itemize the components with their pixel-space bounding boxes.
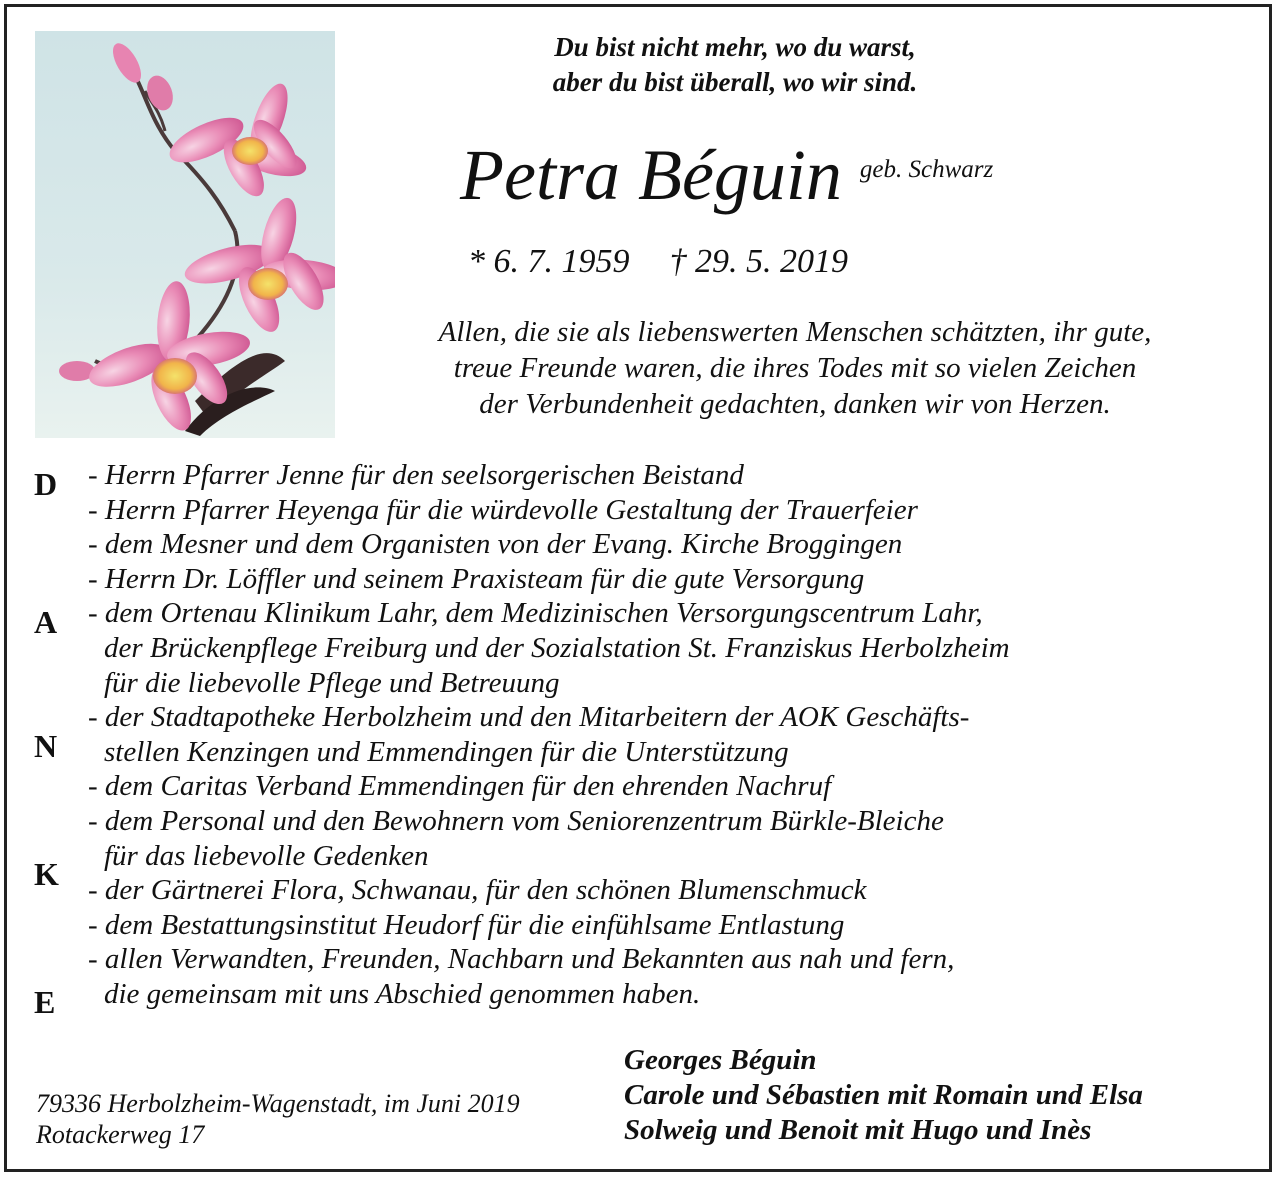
thanks-item: [88, 873, 1248, 908]
thanks-line: - Herrn Pfarrer Heyenga für die würdevolle Gestaltung der Trauerfeier: [88, 493, 918, 526]
thanks-line: - dem Mesner und dem Organisten von der Evang. Kirche Broggingen: [88, 528, 903, 561]
place-and-address: [36, 1088, 520, 1150]
thanks-item: [88, 908, 1248, 943]
intro-line: Allen, die sie als liebenswerten Menschen schätzten, ihr gute,: [438, 316, 1152, 348]
thanks-item: [88, 596, 1248, 700]
motto-line: Du bist nicht mehr, wo du warst,: [554, 32, 916, 62]
orchid-photo: [35, 31, 335, 438]
thanks-item: [88, 942, 1248, 1011]
thanks-item: [88, 458, 1248, 493]
danke-letter: D: [34, 466, 58, 502]
intro-line: treue Freunde waren, die ihres Todes mit so vielen Zeichen: [453, 352, 1137, 384]
thanks-line: - der Gärtnerei Flora, Schwanau, für den schönen Blumenschmuck: [88, 874, 867, 907]
thanks-line: - Herrn Pfarrer Jenne für den seelsorgerischen Beistand: [88, 459, 744, 491]
thanks-line: - dem Caritas Verband Emmendingen für den ehrenden Nachruf: [88, 770, 832, 803]
thanks-intro: [345, 314, 1245, 422]
signers: [624, 1043, 1143, 1148]
danke-letter: E: [34, 984, 56, 1020]
thanks-line: die gemeinsam mit uns Abschied genommen haben.: [104, 977, 701, 1010]
intro-line: der Verbundenheit gedachten, danken wir von Herzen.: [479, 388, 1111, 420]
thanks-item: [88, 562, 1248, 597]
thanks-list: [88, 458, 1248, 1012]
street-address: Rotackerweg 17: [36, 1120, 205, 1149]
deceased-name: Petra Béguin: [460, 135, 842, 215]
life-dates: [468, 240, 848, 284]
motto-line: aber du bist überall, wo wir sind.: [552, 67, 918, 97]
thanks-line: der Brückenpflege Freiburg und der Sozialstation St. Franziskus Herbolzheim: [104, 631, 1010, 664]
danke-letter: A: [34, 604, 58, 640]
birth-date: * 6. 7. 1959: [468, 243, 630, 280]
thanks-line: - allen Verwandten, Freunden, Nachbarn und Bekannten aus nah und fern,: [88, 943, 955, 976]
signer: Solweig und Benoit mit Hugo und Inès: [624, 1114, 1092, 1146]
signer: Georges Béguin: [624, 1044, 817, 1076]
thanks-line: - der Stadtapotheke Herbolzheim und den Mitarbeitern der AOK Geschäfts-: [88, 701, 970, 734]
signer: Carole und Sébastien mit Romain und Elsa: [624, 1079, 1143, 1111]
thanks-item: [88, 804, 1248, 873]
maiden-name: geb. Schwarz: [859, 156, 994, 183]
deceased-name-row: [460, 130, 993, 220]
danke-letter: K: [34, 856, 59, 892]
place-date: 79336 Herbolzheim-Wagenstadt, im Juni 2019: [36, 1089, 520, 1118]
death-date: † 29. 5. 2019: [669, 243, 848, 280]
danke-letter: N: [34, 728, 58, 764]
thanks-line: - dem Ortenau Klinikum Lahr, dem Medizinischen Versorgungscentrum Lahr,: [88, 597, 983, 630]
motto: [430, 30, 1040, 100]
thanks-item: [88, 527, 1248, 562]
thanks-line: - dem Bestattungsinstitut Heudorf für die einfühlsame Entlastung: [88, 908, 845, 941]
thanks-line: für die liebevolle Pflege und Betreuung: [104, 666, 560, 699]
thanks-line: für das liebevolle Gedenken: [104, 839, 429, 872]
thanks-line: stellen Kenzingen und Emmendingen für die Unterstützung: [104, 735, 789, 768]
thanks-item: [88, 493, 1248, 528]
thanks-line: - dem Personal und den Bewohnern vom Seniorenzentrum Bürkle-Bleiche: [88, 804, 944, 837]
thanks-item: [88, 700, 1248, 769]
thanks-item: [88, 769, 1248, 804]
thanks-line: - Herrn Dr. Löffler und seinem Praxisteam für die gute Versorgung: [88, 562, 865, 595]
